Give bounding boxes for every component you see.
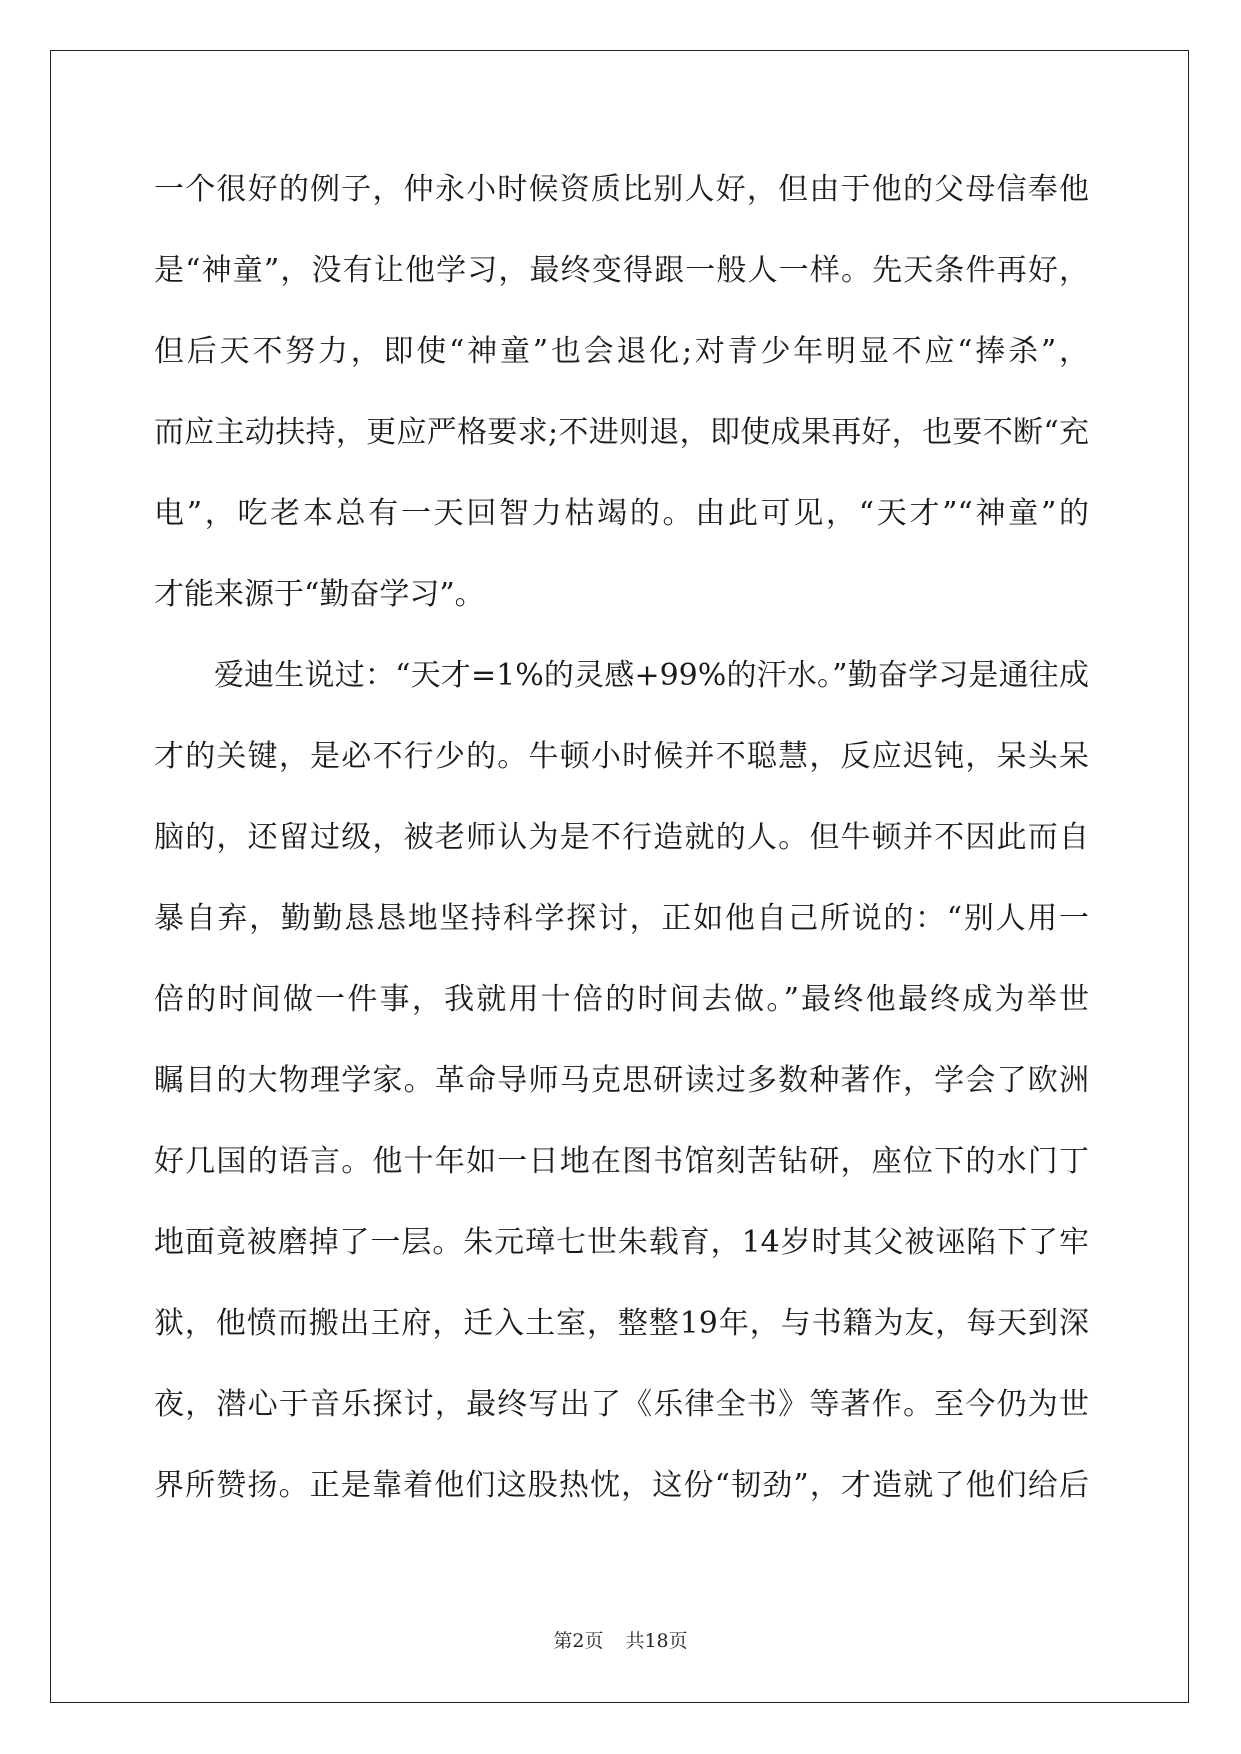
text-line: 瞩目的大物理学家。革命导师马克思研读过多数种著作，学会了欧洲 [154, 1063, 1089, 1098]
text-line: 好几国的语言。他十年如一日地在图书馆刻苦钻研，座位下的水门丁 [154, 1144, 1089, 1179]
page-number: 第2页 [553, 1630, 604, 1652]
text-line: 倍的时间做一件事，我就用十倍的时间去做。”最终他最终成为举世 [154, 982, 1089, 1017]
page-total: 共18页 [625, 1630, 688, 1652]
text-line: 脑的，还留过级，被老师认为是不行造就的人。但牛顿并不因此而自 [154, 820, 1089, 855]
text-line: 是“神童”，没有让他学习，最终变得跟一般人一样。先天条件再好， [154, 253, 1089, 288]
text-line: 暴自弃，勤勤恳恳地坚持科学探讨，正如他自己所说的：“别人用一 [154, 901, 1089, 936]
body-text [154, 165, 1089, 1542]
text-line: 而应主动扶持，更应严格要求;不进则退，即使成果再好，也要不断“充 [154, 415, 1089, 450]
text-line: 狱，他愤而搬出王府，迁入土室，整整19年，与书籍为友，每天到深 [154, 1306, 1089, 1341]
text-line: 界所赞扬。正是靠着他们这股热忱，这份“韧劲”，才造就了他们给后 [154, 1468, 1089, 1503]
text-line: 才的关键，是必不行少的。牛顿小时候并不聪慧，反应迟钝，呆头呆 [154, 739, 1089, 774]
text-line: 地面竟被磨掉了一层。朱元璋七世朱载育，14岁时其父被诬陷下了牢 [154, 1225, 1089, 1260]
text-line: 电”，吃老本总有一天回智力枯竭的。由此可见，“天才”“神童”的 [154, 496, 1089, 531]
text-line: 一个很好的例子，仲永小时候资质比别人好，但由于他的父母信奉他 [154, 172, 1089, 207]
text-line-paragraph-end: 才能来源于“勤奋学习”。 [154, 577, 485, 612]
page-footer [0, 1629, 1241, 1653]
text-line: 夜，潜心于音乐探讨，最终写出了《乐律全书》等著作。至今仍为世 [154, 1387, 1089, 1422]
text-line: 但后天不努力，即使“神童”也会退化;对青少年明显不应“捧杀”， [154, 334, 1089, 369]
text-line-paragraph-start: 爱迪生说过：“天才=1%的灵感+99%的汗水。”勤奋学习是通往成 [214, 658, 1089, 693]
